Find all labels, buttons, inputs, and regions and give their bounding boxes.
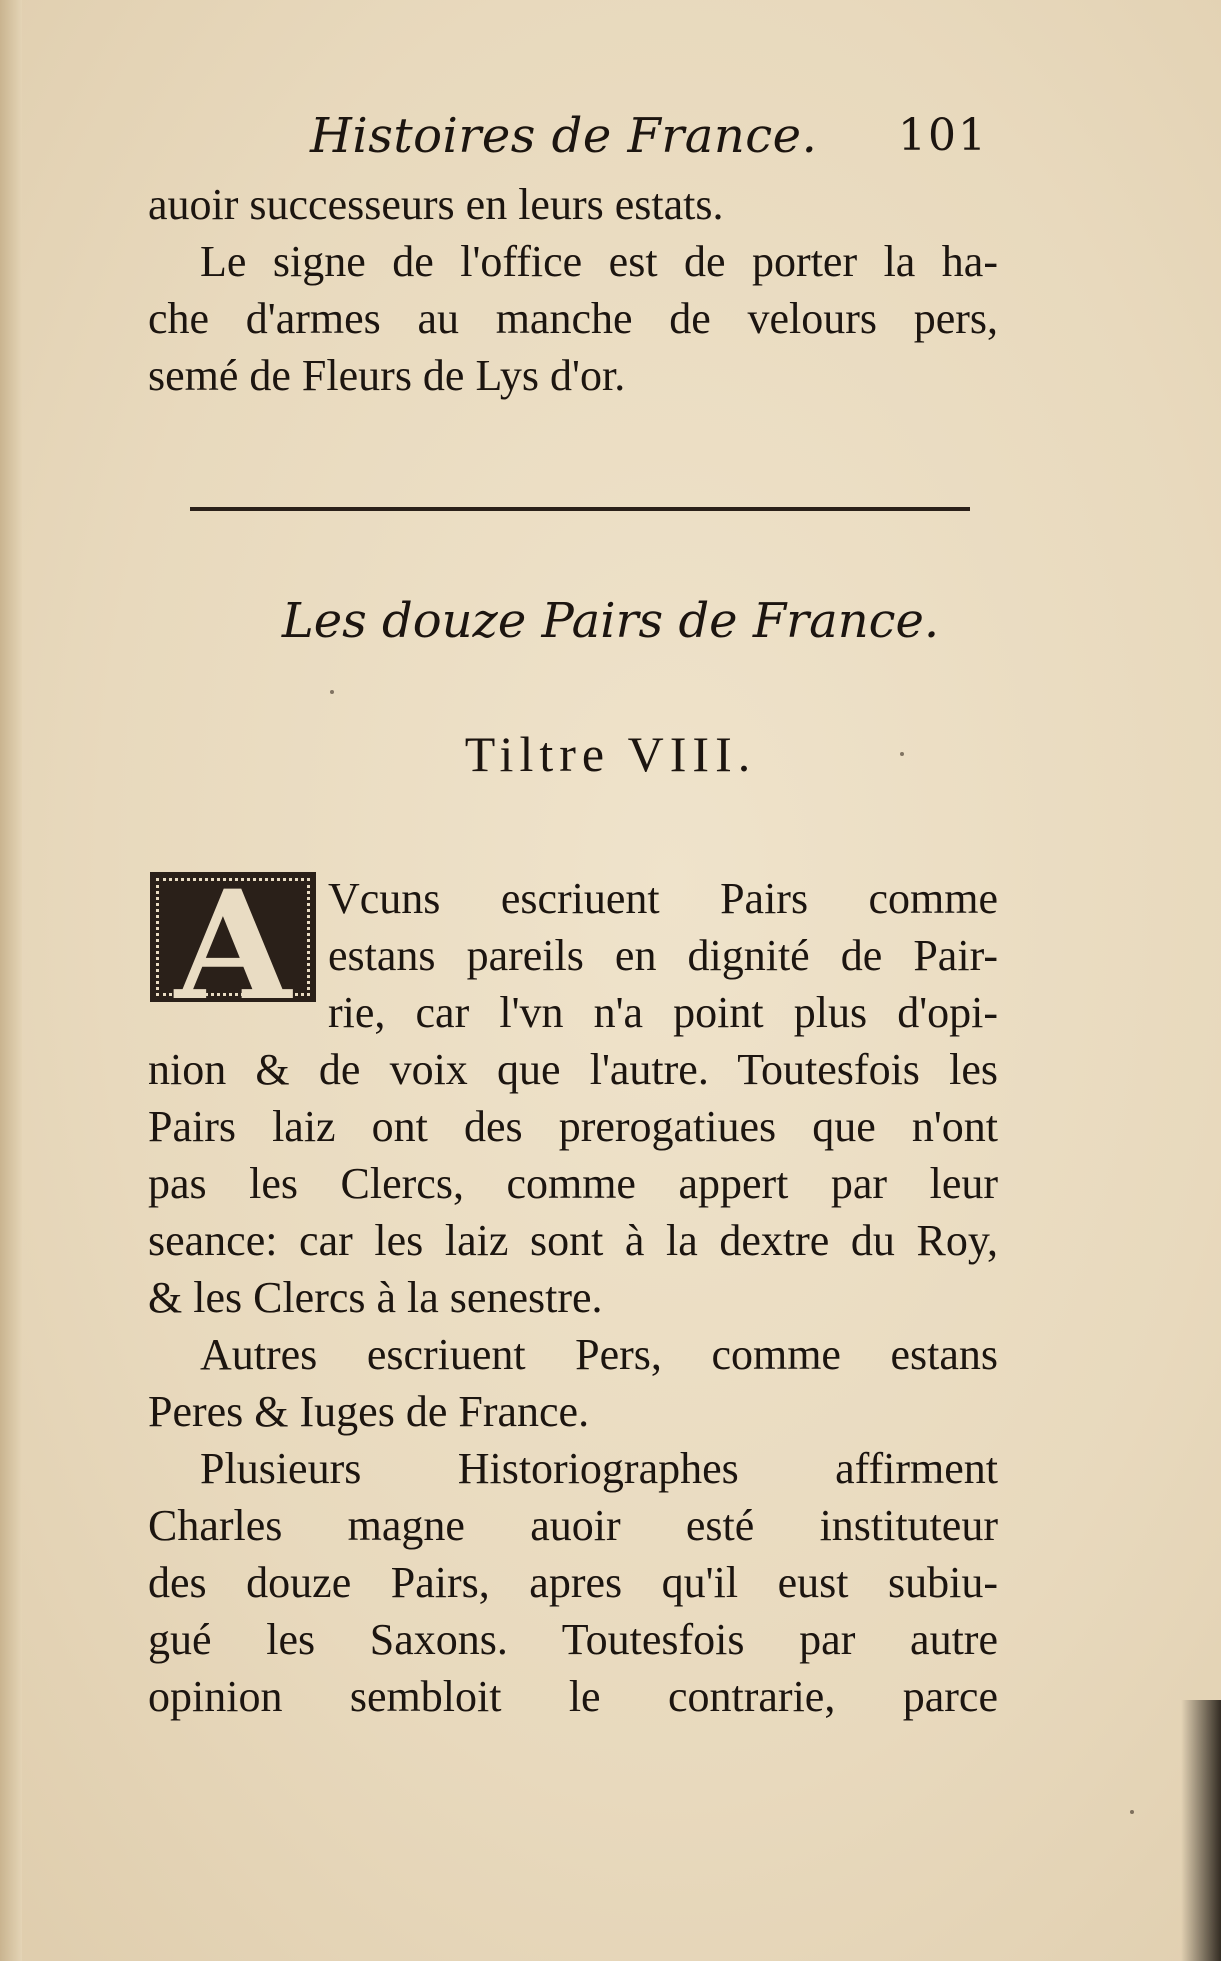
text-line: Vcuns escriuent Pairs comme (328, 874, 998, 923)
text-line: Pairs laiz ont des prerogatiues que n'ont (148, 1102, 998, 1151)
page-corner-shadow (1181, 1700, 1221, 1961)
section-divider-rule (190, 507, 970, 511)
text-line: des douze Pairs, apres qu'il eust subiu- (148, 1558, 998, 1607)
text-line: che d'armes au manche de velours pers, (148, 294, 998, 343)
paper-speck (1130, 1810, 1134, 1814)
text-line: Autres escriuent Pers, comme estans (200, 1330, 998, 1379)
text-line: nion & de voix que l'autre. Toutesfois les (148, 1045, 998, 1094)
text-line: Charles magne auoir esté instituteur (148, 1501, 998, 1550)
text-line: seance: car les laiz sont à la dextre du Roy, (148, 1216, 998, 1265)
section-title: Les douze Pairs de France. (281, 593, 940, 649)
text-line: auoir successeurs en leurs estats. (148, 180, 724, 229)
text-line: gué les Saxons. Toutesfois par autre (148, 1615, 998, 1664)
paper-speck (330, 690, 334, 694)
text-line: estans pareils en dignité de Pair- (328, 931, 998, 980)
page-gutter-edge (0, 0, 22, 1961)
running-title: Histoires de France. (310, 108, 818, 164)
paragraph-1 (148, 870, 998, 1725)
text-line: rie, car l'vn n'a point plus d'opi- (328, 988, 998, 1037)
section-subtitle: Tiltre VIII. (464, 726, 757, 782)
text-line: Peres & Iuges de France. (148, 1387, 590, 1436)
dropcap-letter: A (174, 872, 292, 1002)
top-text-block (148, 176, 998, 404)
page-number: 101 (898, 110, 988, 161)
text-line: & les Clercs à la senestre. (148, 1273, 603, 1322)
text-line: opinion sembloit le contrarie, parce (148, 1672, 998, 1721)
text-line: semé de Fleurs de Lys d'or. (148, 351, 626, 400)
text-line: Le signe de l'office est de porter la ha- (200, 237, 998, 286)
text-line: pas les Clercs, comme appert par leur (148, 1159, 998, 1208)
paper-speck (900, 752, 904, 756)
text-line: Plusieurs Historiographes affirment (200, 1444, 998, 1493)
